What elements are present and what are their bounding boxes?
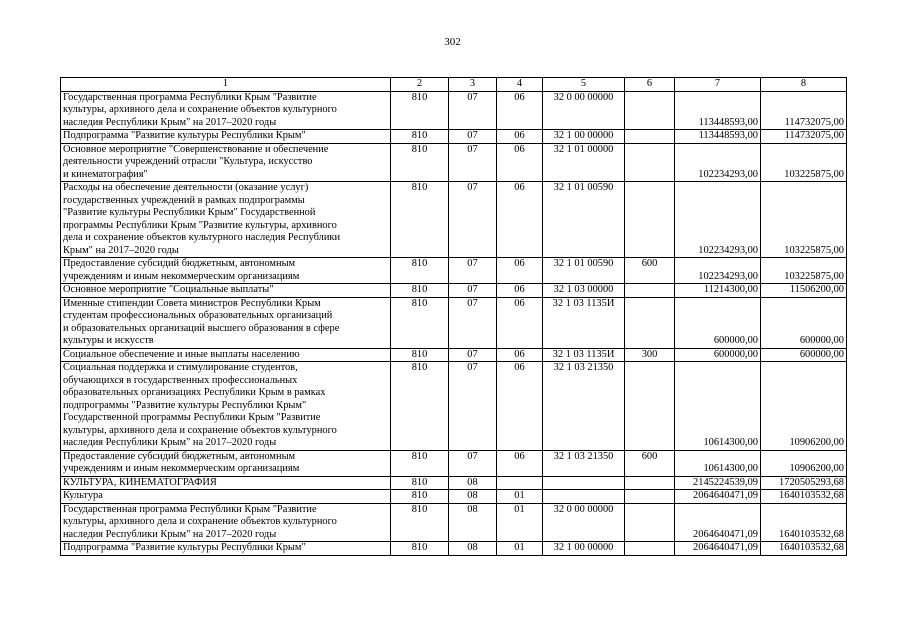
ministry-code-cell: 810 xyxy=(391,182,449,258)
column-header: 1 xyxy=(61,78,391,92)
expense-type-cell xyxy=(625,91,675,130)
amount-2020-cell: 10906200,00 xyxy=(761,450,847,476)
target-item-cell: 32 1 03 21350 xyxy=(543,450,625,476)
ministry-code-cell: 810 xyxy=(391,503,449,542)
amount-2019-cell: 10614300,00 xyxy=(675,450,761,476)
expense-type-cell xyxy=(625,284,675,298)
target-item-cell xyxy=(543,490,625,504)
amount-2019-cell: 11214300,00 xyxy=(675,284,761,298)
expense-type-cell xyxy=(625,476,675,490)
section-cell: 07 xyxy=(449,258,497,284)
row-name-line: Государственная программа Республики Крым "Развитие xyxy=(63,503,317,515)
row-name-line: культуры, архивного дела и сохранение объектов культурного xyxy=(63,516,337,527)
ministry-code-cell: 810 xyxy=(391,130,449,144)
expense-type-cell xyxy=(625,503,675,542)
table-row xyxy=(61,490,847,504)
amount-2020-cell: 1640103532,68 xyxy=(761,490,847,504)
section-cell: 07 xyxy=(449,362,497,451)
section-cell: 07 xyxy=(449,450,497,476)
subsection-cell xyxy=(497,476,543,490)
row-name-line: учреждениям и иным некоммерческим организациям xyxy=(63,270,300,282)
subsection-cell: 01 xyxy=(497,503,543,542)
row-name-cell xyxy=(61,130,391,144)
table-row xyxy=(61,297,847,348)
row-name-line: обучающихся в государственных профессиональных xyxy=(63,374,298,386)
section-cell: 08 xyxy=(449,476,497,490)
expense-type-cell xyxy=(625,297,675,348)
row-name-cell xyxy=(61,362,391,451)
table-row xyxy=(61,182,847,258)
table-row xyxy=(61,284,847,298)
amount-2019-cell: 10614300,00 xyxy=(675,362,761,451)
expense-type-cell: 600 xyxy=(625,258,675,284)
ministry-code-cell: 810 xyxy=(391,284,449,298)
amount-2019-cell: 2064640471,09 xyxy=(675,503,761,542)
amount-2020-cell: 103225875,00 xyxy=(761,143,847,182)
ministry-code-cell: 810 xyxy=(391,91,449,130)
subsection-cell: 01 xyxy=(497,542,543,556)
table-row xyxy=(61,130,847,144)
row-name-line: студентам профессиональных образовательных организаций xyxy=(63,310,333,321)
subsection-cell: 06 xyxy=(497,284,543,298)
section-cell: 07 xyxy=(449,348,497,362)
target-item-cell: 32 1 03 1135И xyxy=(543,348,625,362)
ministry-code-cell: 810 xyxy=(391,143,449,182)
expense-type-cell: 300 xyxy=(625,348,675,362)
row-name-cell xyxy=(61,476,391,490)
expense-type-cell xyxy=(625,542,675,556)
ministry-code-cell: 810 xyxy=(391,362,449,451)
row-name-line: наследия Республики Крым" на 2017–2020 годы xyxy=(63,437,277,448)
row-name-cell xyxy=(61,450,391,476)
ministry-code-cell: 810 xyxy=(391,450,449,476)
row-name-cell xyxy=(61,143,391,182)
subsection-cell: 06 xyxy=(497,130,543,144)
ministry-code-cell: 810 xyxy=(391,258,449,284)
table-row xyxy=(61,542,847,556)
amount-2020-cell: 1720505293,68 xyxy=(761,476,847,490)
budget-table xyxy=(60,77,847,556)
section-cell: 07 xyxy=(449,297,497,348)
row-name-line: и кинематография" xyxy=(63,168,148,180)
subsection-cell: 06 xyxy=(497,348,543,362)
row-name-line: Культура xyxy=(63,490,103,501)
row-name-line: Именные стипендии Совета министров Республики Крым xyxy=(63,297,321,309)
section-cell: 07 xyxy=(449,130,497,144)
table-row xyxy=(61,258,847,284)
row-name-line: наследия Республики Крым" на 2017–2020 годы xyxy=(63,116,277,128)
subsection-cell: 06 xyxy=(497,91,543,130)
row-name-cell xyxy=(61,91,391,130)
row-name-cell xyxy=(61,348,391,362)
amount-2020-cell: 1640103532,68 xyxy=(761,503,847,542)
section-cell: 08 xyxy=(449,542,497,556)
row-name-line: Социальное обеспечение и иные выплаты населению xyxy=(63,348,300,360)
row-name-line: Государственная программа Республики Крым "Развитие xyxy=(63,91,317,103)
amount-2020-cell: 114732075,00 xyxy=(761,91,847,130)
row-name-cell xyxy=(61,284,391,298)
expense-type-cell: 600 xyxy=(625,450,675,476)
table-row xyxy=(61,348,847,362)
target-item-cell: 32 1 03 21350 xyxy=(543,362,625,451)
ministry-code-cell: 810 xyxy=(391,542,449,556)
target-item-cell: 32 0 00 00000 xyxy=(543,91,625,130)
column-header: 5 xyxy=(543,78,625,92)
row-name-line: "Развитие культуры Республики Крым" Государственной xyxy=(63,207,316,218)
amount-2019-cell: 2064640471,09 xyxy=(675,542,761,556)
subsection-cell: 06 xyxy=(497,258,543,284)
subsection-cell: 06 xyxy=(497,450,543,476)
amount-2019-cell: 113448593,00 xyxy=(675,91,761,130)
target-item-cell: 32 1 01 00000 xyxy=(543,143,625,182)
row-name-line: учреждениям и иным некоммерческим организациям xyxy=(63,463,300,474)
expense-type-cell xyxy=(625,490,675,504)
target-item-cell: 32 1 01 00590 xyxy=(543,258,625,284)
table-row xyxy=(61,450,847,476)
section-cell: 07 xyxy=(449,91,497,130)
amount-2019-cell: 600000,00 xyxy=(675,297,761,348)
amount-2020-cell: 103225875,00 xyxy=(761,258,847,284)
row-name-line: Предоставление субсидий бюджетным, автономным xyxy=(63,450,296,462)
expense-type-cell xyxy=(625,362,675,451)
subsection-cell: 06 xyxy=(497,182,543,258)
row-name-line: культуры, архивного дела и сохранение объектов культурного xyxy=(63,104,337,115)
amount-2019-cell: 2064640471,09 xyxy=(675,490,761,504)
table-row xyxy=(61,143,847,182)
row-name-line: Крым" на 2017–2020 годы xyxy=(63,244,179,256)
section-cell: 07 xyxy=(449,143,497,182)
subsection-cell: 06 xyxy=(497,297,543,348)
section-cell: 07 xyxy=(449,284,497,298)
column-header: 4 xyxy=(497,78,543,92)
table-row xyxy=(61,476,847,490)
row-name-line: культуры и искусств xyxy=(63,335,154,346)
ministry-code-cell: 810 xyxy=(391,490,449,504)
column-header: 7 xyxy=(675,78,761,92)
row-name-line: Подпрограмма "Развитие культуры Республики Крым" xyxy=(63,130,306,141)
table-row xyxy=(61,362,847,451)
table-header-row xyxy=(61,78,847,92)
row-name-line: программы Республики Крым "Развитие культуры, архивного xyxy=(63,219,337,231)
row-name-line: Предоставление субсидий бюджетным, автономным xyxy=(63,258,296,269)
subsection-cell: 01 xyxy=(497,490,543,504)
expense-type-cell xyxy=(625,182,675,258)
column-header: 2 xyxy=(391,78,449,92)
ministry-code-cell: 810 xyxy=(391,348,449,362)
page-number: 302 xyxy=(444,36,461,48)
row-name-line: образовательных организациях Республики Крым в рамках xyxy=(63,387,326,398)
row-name-line: КУЛЬТУРА, КИНЕМАТОГРАФИЯ xyxy=(63,476,217,488)
amount-2020-cell: 11506200,00 xyxy=(761,284,847,298)
amount-2020-cell: 600000,00 xyxy=(761,297,847,348)
row-name-line: Подпрограмма "Развитие культуры Республики Крым" xyxy=(63,542,306,553)
amount-2019-cell: 2145224539,09 xyxy=(675,476,761,490)
target-item-cell: 32 1 00 00000 xyxy=(543,130,625,144)
expense-type-cell xyxy=(625,130,675,144)
target-item-cell: 32 1 01 00590 xyxy=(543,182,625,258)
amount-2019-cell: 102234293,00 xyxy=(675,182,761,258)
row-name-line: Основное мероприятие "Совершенствование и обеспечение xyxy=(63,143,329,155)
row-name-line: деятельности учреждений отрасли "Культура, искусство xyxy=(63,156,313,167)
row-name-cell xyxy=(61,297,391,348)
row-name-line: и образовательных организаций высшего образования в сфере xyxy=(63,322,340,334)
column-header: 3 xyxy=(449,78,497,92)
ministry-code-cell: 810 xyxy=(391,476,449,490)
row-name-cell xyxy=(61,182,391,258)
subsection-cell: 06 xyxy=(497,362,543,451)
amount-2019-cell: 600000,00 xyxy=(675,348,761,362)
row-name-cell xyxy=(61,490,391,504)
column-header: 8 xyxy=(761,78,847,92)
row-name-line: Социальная поддержка и стимулирование студентов, xyxy=(63,362,298,373)
row-name-cell xyxy=(61,542,391,556)
amount-2020-cell: 600000,00 xyxy=(761,348,847,362)
amount-2020-cell: 10906200,00 xyxy=(761,362,847,451)
row-name-line: Государственной программы Республики Крым "Развитие xyxy=(63,412,321,423)
row-name-line: культуры, архивного дела и сохранение объектов культурного xyxy=(63,424,337,436)
row-name-line: наследия Республики Крым" на 2017–2020 годы xyxy=(63,528,277,540)
subsection-cell: 06 xyxy=(497,143,543,182)
row-name-line: государственных учреждений в рамках подпрограммы xyxy=(63,194,305,206)
target-item-cell: 32 1 03 00000 xyxy=(543,284,625,298)
amount-2020-cell: 114732075,00 xyxy=(761,130,847,144)
table-row xyxy=(61,503,847,542)
target-item-cell xyxy=(543,476,625,490)
row-name-cell xyxy=(61,503,391,542)
row-name-cell xyxy=(61,258,391,284)
row-name-line: дела и сохранение объектов культурного наследия Республики xyxy=(63,232,341,243)
section-cell: 08 xyxy=(449,503,497,542)
row-name-line: подпрограммы "Развитие культуры Республики Крым" xyxy=(63,399,307,411)
target-item-cell: 32 0 00 00000 xyxy=(543,503,625,542)
amount-2020-cell: 103225875,00 xyxy=(761,182,847,258)
amount-2019-cell: 102234293,00 xyxy=(675,258,761,284)
table-row xyxy=(61,91,847,130)
section-cell: 08 xyxy=(449,490,497,504)
amount-2019-cell: 113448593,00 xyxy=(675,130,761,144)
target-item-cell: 32 1 03 1135И xyxy=(543,297,625,348)
amount-2019-cell: 102234293,00 xyxy=(675,143,761,182)
row-name-line: Основное мероприятие "Социальные выплаты" xyxy=(63,284,274,295)
section-cell: 07 xyxy=(449,182,497,258)
amount-2020-cell: 1640103532,68 xyxy=(761,542,847,556)
column-header: 6 xyxy=(625,78,675,92)
expense-type-cell xyxy=(625,143,675,182)
ministry-code-cell: 810 xyxy=(391,297,449,348)
target-item-cell: 32 1 00 00000 xyxy=(543,542,625,556)
row-name-line: Расходы на обеспечение деятельности (оказание услуг) xyxy=(63,182,309,193)
